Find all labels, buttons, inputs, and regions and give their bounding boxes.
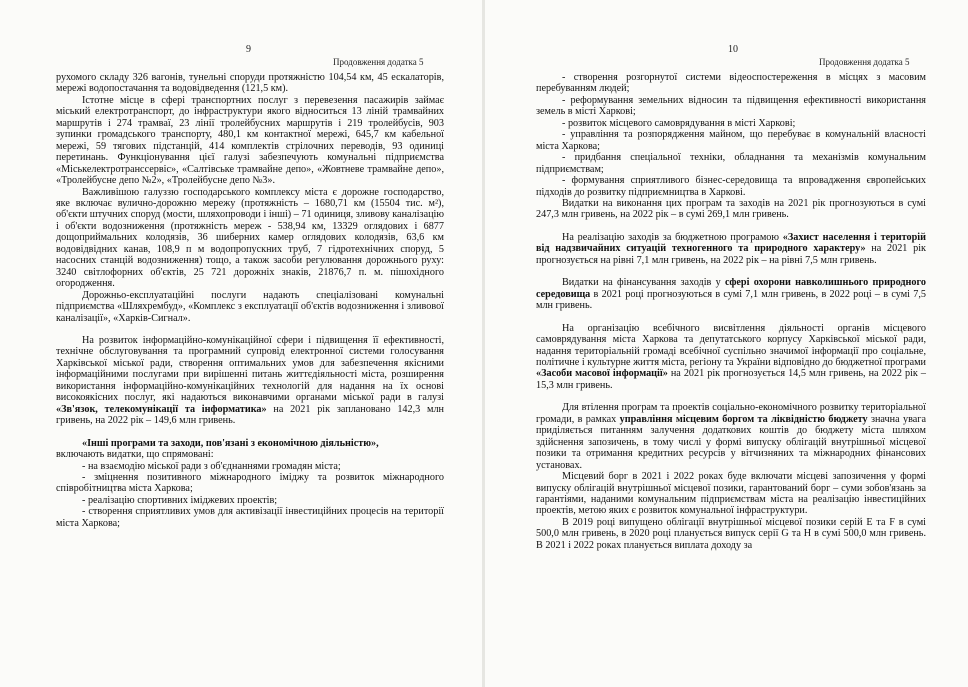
paragraph bbox=[56, 438, 444, 449]
paragraph: Для втілення програм та проектів соціально-економічного розвитку територіальної громади, в рамках управління місцевим боргом та ліквідністю бюджету значна увага приділяється питанням залучення додаткових коштів до бюджету міста шляхом здійснення запозичень, в тому числі у формі випуску облігацій внутрішньої місцевої позики та отримання кредитних ресурсів у вітчизняних та міжнародних фінансових установах. bbox=[536, 402, 926, 471]
paragraph: Видатки на фінансування заходів у сфері охорони навколишнього природного середовища в 2021 році прогнозуються в сумі 7,1 млн гривень, в 2022 році – в сумі 7,5 млн гривень. bbox=[536, 277, 926, 312]
right-page bbox=[484, 0, 968, 687]
list-item: - розвиток місцевого самоврядування в місті Харкові; bbox=[562, 117, 796, 129]
list-item: - створення сприятливих умов для активізації інвестиційних процесів на території міста Харкова; bbox=[56, 506, 444, 529]
paragraph: На організацію всебічного висвітлення діяльності органів місцевого самоврядування міста Харкова та депутатського корпусу Харківської міської ради, надання територіальній громаді всебічної суспільно значимої інформації про соціальне, політичне і культурне життя міста, регіону та України відповідно до бюджетної програми «Засоби масової інформації» на 2021 рік прогнозується 14,5 млн гривень, на 2022 рік – 15,3 млн гривень. bbox=[536, 322, 926, 391]
list-item: - створення розгорнутої системи відеоспостереження в місцях з масовим перебуванням людей; bbox=[536, 72, 926, 95]
bold-term: управління місцевим боргом та ліквідністю бюджету bbox=[619, 413, 868, 425]
bold-term: «Захист населення і територій від надзвичайних ситуацій техногенного та природного характеру» bbox=[536, 231, 926, 255]
right-page-body bbox=[536, 72, 926, 551]
bold-term: «Інші програми та заходи, пов'язані з економічною діяльністю», bbox=[82, 437, 379, 449]
continuation-label: Продовження додатка 5 bbox=[333, 57, 424, 67]
bold-term: «Зв'язок, телекомунікації та інформатика» bbox=[56, 403, 267, 415]
paragraph: В 2019 році випущено облігації внутрішньої місцевої позики серій E та F в сумі 500,0 млн гривень, в 2020 році планується випуск серії G та H в сумі 500,0 млн гривень. В 2021 і 2022 роках планується виплата доходу за bbox=[536, 516, 926, 551]
paragraph: Важливішою галуззю господарського комплексу міста є дорожне господарство, яке включає вулично-дорожню мережу (протяжність – 1680,71 км (15504 тис. м²), об'єкти штучних споруд (мости, шляхопроводи і інші) – 71 одиниця, зливову каналізацію і об'єкти водозниження (протяжність мереж - 538,94 км, 13329 оглядових і 6877 дощоприймальних колодязів, 36 шиберних камер оглядових колодязів, 63,6 км водовідвідних канав, 108,9 п м водопропускних труб, 7 гідротехнічних споруд, 5 насосних станцій водозниження) тощо, а також засоби регулювання дорожнього руху: 3240 світлофорних об'єктів, 25 721 дорожніх знаків, 21876,7 п. м. пішохідного огородження. bbox=[56, 186, 444, 290]
page-number: 9 bbox=[246, 44, 251, 55]
paragraph: рухомого складу 326 вагонів, тунельні споруди протяжністю 104,54 км, 45 ескалаторів, мережі водопостачання та водовідведення (121,5 км). bbox=[56, 72, 444, 95]
paragraph: Місцевий борг в 2021 і 2022 роках буде включати місцеві запозичення у формі випуску облігацій внутрішньої місцевої позики, гарантований борг – суми зобов'язань за гарантіями, наданими комунальним підприємствам міста на реалізацію інвестиційних проектів, метою яких є розвиток комунальної інфраструктури. bbox=[536, 471, 926, 517]
list-item: - реформування земельних відносин та підвищення ефективності використання земель в місті Харкові; bbox=[536, 94, 926, 118]
bold-term: «Засоби масової інформації» bbox=[536, 368, 668, 380]
left-page-body bbox=[56, 72, 444, 529]
paragraph: Видатки на виконання цих програм та заходів на 2021 рік прогнозуються в сумі 247,3 млн гривень, на 2022 рік – в сумі 269,1 млн гривень. bbox=[536, 197, 926, 221]
bold-term: сфері охорони навколишнього природного середовища bbox=[536, 277, 926, 300]
list-item: - на взаємодію міської ради з об'єднаннями громадян міста; bbox=[82, 460, 341, 472]
continuation-label: Продовження додатка 5 bbox=[819, 57, 910, 67]
list-item: - формування сприятливого бізнес-середовища та впровадження європейських підходів до розвитку підприємництва в Харкові. bbox=[536, 175, 926, 198]
paragraph: Дорожньо-експлуатаційні послуги надають спеціалізовані комунальні підприємства «Шляхрембуд», «Комплекс з експлуатації об'єктів водозниження і зливової каналізації», «Харків-Сигнал». bbox=[56, 289, 444, 324]
paragraph: Істотне місце в сфері транспортних послуг з перевезення пасажирів займає міський електротранспорт, до інфраструктури якого відноситься 13 ліній трамвайних маршрутів і 274 трамваї, 23 лінії тролейбусних маршрутів і 219 тролейбусів, 903 зупинки громадського транспорту, 480,1 км контактної мережі, 645,7 км кабельної мережі, 59 тягових підстанцій, 414 комплектів стрілочних переводів, 93 одиниці перетинань. Функціонування цієї галузі забезпечують комунальні підприємства «Міськелектротранссервіс», «Салтівське трамвайне депо», «Жовтневе трамвайне депо», «Тролейбусне депо №2», «Тролейбусне депо №3». bbox=[56, 94, 444, 187]
list-item: - управління та розпорядження майном, що перебуває в комунальній власності міста Харкова; bbox=[536, 129, 926, 152]
list-item: - зміцнення позитивного міжнародного іміджу та розвиток міжнародного співробітництва міста Харкова; bbox=[56, 471, 444, 495]
page-number: 10 bbox=[728, 44, 738, 55]
paragraph: На розвиток інформаційно-комунікаційної сфери і підвищення її ефективності, технічне обслуговування та програмний супровід електронної системи голосування Харківської міської ради, створення оптимальних умов для забезпечення якісними інформаційними послугами при вирішенні питань життєдіяльності міста, розширення використання інформаційно-комунікаційних технологій для надання на їх основі високоякісних послуг, які надаються виконавчими органами міської ради в галузі «Зв'язок, телекомунікації та інформатика» на 2021 рік заплановано 142,3 млн гривень, на 2022 рік – 149,6 млн гривень. bbox=[56, 334, 444, 427]
list-item: - реалізацію спортивних іміджевих проектів; bbox=[82, 494, 278, 506]
paragraph: На реалізацію заходів за бюджетною програмою «Захист населення і територій від надзвичайних ситуацій техногенного та природного характеру» на 2021 рік прогнозується на рівні 7,1 млн гривень, на 2022 рік – на рівні 7,5 млн гривень. bbox=[536, 231, 926, 266]
paragraph: включають видатки, що спрямовані: bbox=[56, 449, 214, 461]
list-item: - придбання спеціальної техніки, обладнання та механізмів комунальним підприємствам; bbox=[536, 152, 926, 175]
